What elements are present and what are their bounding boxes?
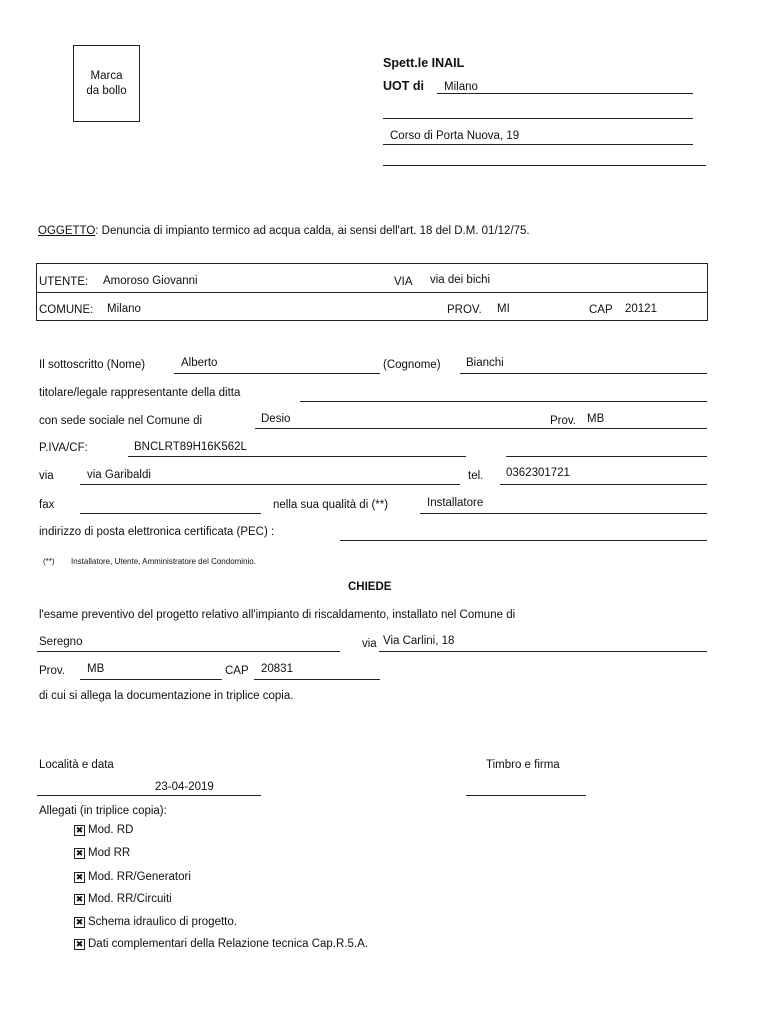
request-cap-label: CAP [225,665,249,677]
qualita-label: nella sua qualità di (**) [273,499,389,511]
firma-underline[interactable] [466,795,586,796]
utente-value[interactable]: Amoroso Giovanni [103,275,198,287]
date-underline [37,795,261,796]
checkbox-schema-idraulico[interactable]: ✖ [75,917,84,927]
tel-value[interactable]: 0362301721 [506,467,570,479]
fax-underline[interactable] [80,513,261,514]
recipient-title: Spett.le INAIL [383,56,465,70]
checkbox-mod-rr[interactable]: ✖ [75,848,84,858]
titolare-label: titolare/legale rappresentante della ditta [39,387,241,399]
piva-underline [128,456,466,457]
sede-underline [255,428,707,429]
request-prov-label: Prov. [39,665,65,677]
footnote-mark: (**) [43,557,55,566]
uot-underline [437,93,693,94]
utente-prov-value[interactable]: MI [497,303,510,315]
cognome-label: (Cognome) [383,359,441,371]
pec-label: indirizzo di posta elettronica certificata (PEC) : [39,526,275,538]
recipient-line-2 [383,118,693,119]
subject-label: OGGETTO [38,225,96,237]
request-cap-value[interactable]: 20831 [261,663,293,675]
recipient-address[interactable]: Corso di Porta Nuova, 19 [390,130,520,142]
qualita-value[interactable]: Installatore [427,497,484,509]
piva-underline-2[interactable] [506,456,707,457]
marca-da-bollo-box [73,45,140,122]
sede-value[interactable]: Desio [261,413,291,425]
nome-value[interactable]: Alberto [181,357,218,369]
sede-prov-label: Prov. [550,415,576,427]
subject [38,225,530,237]
checkbox-mod-rr-generatori[interactable]: ✖ [75,872,84,882]
chiede-heading: CHIEDE [348,581,392,593]
utente-cap-label: CAP [589,304,613,316]
request-prov-value[interactable]: MB [87,663,105,675]
attachment-label-mod-rr-generatori: Mod. RR/Generatori [88,871,191,883]
checkbox-mod-rr-circuiti[interactable]: ✖ [75,894,84,904]
tel-label: tel. [468,470,484,482]
request-prov-underline [80,679,222,680]
pec-underline[interactable] [340,540,707,541]
stamp-line-1: Marca [90,69,123,82]
utente-prov-label: PROV. [447,304,482,316]
piva-value[interactable]: BNCLRT89H16K562L [134,441,247,453]
via-underline [80,484,460,485]
uot-value[interactable]: Milano [444,81,478,93]
request-via-underline [379,651,707,652]
uot-label: UOT di [383,79,424,93]
sede-label: con sede sociale nel Comune di [39,415,203,427]
attachment-label-dati-complementari: Dati complementari della Relazione tecnica Cap.R.5.A. [88,938,368,950]
cognome-value[interactable]: Bianchi [466,357,504,369]
request-via-label: via [362,638,377,650]
cognome-underline [460,373,707,374]
checkbox-mod-rd[interactable]: ✖ [75,825,84,835]
checkbox-dati-complementari[interactable]: ✖ [75,939,84,949]
nome-underline [174,373,380,374]
utente-via-label: VIA [394,276,413,288]
attachment-label-mod-rr: Mod RR [88,847,131,859]
stamp-line-2: da bollo [86,84,127,97]
utente-via-value[interactable]: via dei bichi [430,274,491,286]
nome-label: Il sottoscritto (Nome) [39,359,146,371]
localita-label: Località e data [39,759,114,771]
request-comune-value[interactable]: Seregno [39,636,83,648]
via-value[interactable]: via Garibaldi [87,469,151,481]
request-via-value[interactable]: Via Carlini, 18 [383,635,455,647]
attachment-label-mod-rr-circuiti: Mod. RR/Circuiti [88,893,172,905]
tel-underline [500,484,707,485]
date-value[interactable]: 23-04-2019 [155,781,214,793]
attachments-heading: Allegati (in triplice copia): [39,805,167,817]
timbro-label: Timbro e firma [486,759,560,771]
utente-label: UTENTE: [39,276,89,288]
comune-label: COMUNE: [39,304,94,316]
request-text: l'esame preventivo del progetto relativo all'impianto di riscaldamento, installato nel Comune di [39,609,516,621]
qualita-underline [420,513,707,514]
piva-label: P.IVA/CF: [39,442,88,454]
attachment-label-schema-idraulico: Schema idraulico di progetto. [88,916,237,928]
subject-text: : Denuncia di impianto termico ad acqua calda, ai sensi dell'art. 18 del D.M. 01/12/75. [95,225,530,237]
fax-label: fax [39,499,55,511]
allegati-text: di cui si allega la documentazione in triplice copia. [39,690,294,702]
ditta-underline[interactable] [300,401,707,402]
request-cap-underline [254,679,380,680]
recipient-line-4 [383,165,706,166]
request-comune-underline [37,651,340,652]
via-label: via [39,470,54,482]
footnote-text: Installatore, Utente, Amministratore del Condominio. [71,557,256,566]
sede-prov-value[interactable]: MB [587,413,605,425]
comune-value[interactable]: Milano [107,303,141,315]
attachment-label-mod-rd: Mod. RD [88,824,134,836]
recipient-address-underline [383,144,693,145]
utente-cap-value[interactable]: 20121 [625,303,657,315]
utente-box-divider [37,292,707,293]
